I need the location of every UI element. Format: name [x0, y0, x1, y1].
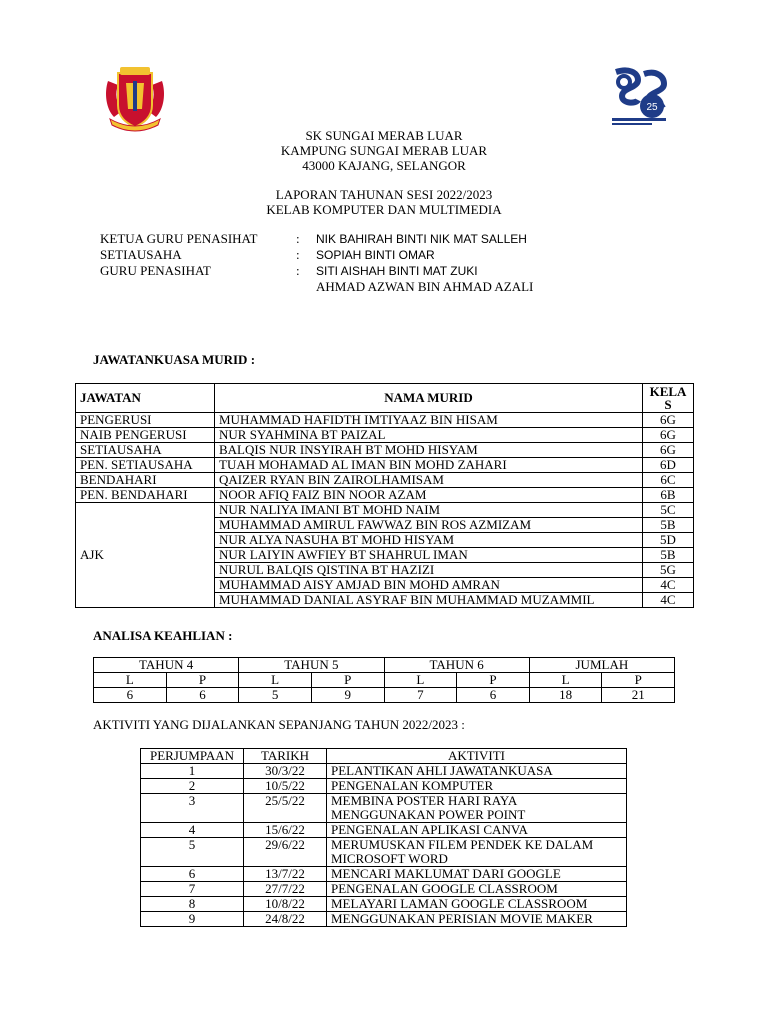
- table-row: [141, 882, 627, 897]
- cell-class: 4C: [643, 578, 694, 593]
- advisor-row: [100, 279, 660, 295]
- cell-activity: PENGENALAN GOOGLE CLASSROOM: [327, 882, 627, 897]
- cell-class: 6C: [643, 473, 694, 488]
- table-row: [76, 473, 694, 488]
- sub-header: L: [94, 673, 167, 688]
- table-row: [141, 867, 627, 882]
- table-row: [141, 838, 627, 867]
- header-name: NAMA MURID: [215, 384, 643, 413]
- cell-date: 24/8/22: [244, 912, 327, 927]
- table-header-row: [141, 749, 627, 764]
- cell-class: 6G: [643, 428, 694, 443]
- cell-class: 6G: [643, 443, 694, 458]
- advisor-name: NIK BAHIRAH BINTI NIK MAT SALLEH: [316, 232, 527, 246]
- count-cell: 6: [166, 688, 239, 703]
- activity-line-1: MERUMUSKAN FILEM PENDEK KE DALAM: [331, 837, 594, 852]
- cell-name: NOOR AFIQ FAIZ BIN NOOR AZAM: [215, 488, 643, 503]
- cell-meeting: 7: [141, 882, 244, 897]
- membership-heading: ANALISA KEAHLIAN :: [93, 628, 233, 643]
- report-title: LAPORAN TAHUNAN SESI 2022/2023: [275, 187, 493, 202]
- school-name: SK SUNGAI MERAB LUAR: [305, 128, 463, 143]
- cell-meeting: 4: [141, 823, 244, 838]
- header-class-line-1: KELA: [649, 384, 687, 399]
- club-name: KELAB KOMPUTER DAN MULTIMEDIA: [266, 202, 502, 217]
- cell-class: 4C: [643, 593, 694, 608]
- activities-table: [140, 748, 627, 927]
- cell-name: BALQIS NUR INSYIRAH BT MOHD HISYAM: [215, 443, 643, 458]
- cell-name: NUR NALIYA IMANI BT MOHD NAIM: [215, 503, 643, 518]
- table-group-row: [94, 658, 675, 673]
- group-year-6: TAHUN 6: [384, 658, 529, 673]
- cell-name: NUR ALYA NASUHA BT MOHD HISYAM: [215, 533, 643, 548]
- table-row: [76, 428, 694, 443]
- cell-role: SETIAUSAHA: [76, 443, 215, 458]
- count-cell: 6: [94, 688, 167, 703]
- group-year-5: TAHUN 5: [239, 658, 384, 673]
- cell-meeting: 8: [141, 897, 244, 912]
- advisor-colon: :: [296, 231, 300, 246]
- activity-line-2: MICROSOFT WORD: [331, 851, 448, 866]
- sub-header: L: [384, 673, 457, 688]
- sub-header: P: [457, 673, 530, 688]
- cell-role: PEN. BENDAHARI: [76, 488, 215, 503]
- cell-activity: PENGENALAN KOMPUTER: [327, 779, 627, 794]
- table-row: [141, 794, 627, 823]
- svg-text:25: 25: [646, 102, 658, 113]
- advisor-name: SITI AISHAH BINTI MAT ZUKI: [316, 264, 478, 278]
- cell-class: 5C: [643, 503, 694, 518]
- advisor-role: [100, 279, 296, 295]
- table-sub-row: [94, 673, 675, 688]
- cell-role: NAIB PENGERUSI: [76, 428, 215, 443]
- advisor-name: SOPIAH BINTI OMAR: [316, 248, 435, 262]
- cell-meeting: 1: [141, 764, 244, 779]
- table-row: [76, 443, 694, 458]
- address-line-2: 43000 KAJANG, SELANGOR: [302, 158, 466, 173]
- cell-name: NURUL BALQIS QISTINA BT HAZIZI: [215, 563, 643, 578]
- cell-activity: [327, 838, 627, 867]
- table-row: [76, 503, 694, 518]
- cell-class: 5D: [643, 533, 694, 548]
- advisor-row: [100, 231, 660, 247]
- table-header-row: [76, 384, 694, 413]
- header-activity: AKTIVITI: [327, 749, 627, 764]
- cell-date: 25/5/22: [244, 794, 327, 823]
- advisor-row: [100, 247, 660, 263]
- cell-date: 15/6/22: [244, 823, 327, 838]
- table-row: [94, 688, 675, 703]
- header-class: [643, 384, 694, 413]
- sub-header: P: [602, 673, 675, 688]
- advisor-role: SETIAUSAHA: [100, 247, 182, 262]
- activities-heading: AKTIVITI YANG DIJALANKAN SEPANJANG TAHUN 2022/2023 :: [93, 717, 465, 732]
- cell-name: MUHAMMAD DANIAL ASYRAF BIN MUHAMMAD MUZAMMIL: [215, 593, 643, 608]
- group-total: JUMLAH: [529, 658, 674, 673]
- count-cell: 6: [457, 688, 530, 703]
- table-row: [76, 413, 694, 428]
- report-header: [0, 187, 768, 217]
- cell-activity: MENCARI MAKLUMAT DARI GOOGLE: [327, 867, 627, 882]
- activity-line-2: MENGGUNAKAN POWER POINT: [331, 807, 526, 822]
- header-role: JAWATAN: [76, 384, 215, 413]
- cell-name: MUHAMMAD HAFIDTH IMTIYAAZ BIN HISAM: [215, 413, 643, 428]
- cell-role: BENDAHARI: [76, 473, 215, 488]
- cell-name: TUAH MOHAMAD AL IMAN BIN MOHD ZAHARI: [215, 458, 643, 473]
- advisor-colon: :: [296, 247, 300, 262]
- sub-header: P: [311, 673, 384, 688]
- cell-meeting: 5: [141, 838, 244, 867]
- cell-class: 6B: [643, 488, 694, 503]
- table-row: [141, 779, 627, 794]
- header-date: TARIKH: [244, 749, 327, 764]
- cell-date: 30/3/22: [244, 764, 327, 779]
- advisor-colon: :: [296, 263, 300, 278]
- cell-date: 27/7/22: [244, 882, 327, 897]
- cell-date: 10/8/22: [244, 897, 327, 912]
- count-cell: 9: [311, 688, 384, 703]
- address-line-1: KAMPUNG SUNGAI MERAB LUAR: [280, 143, 488, 158]
- advisor-role: KETUA GURU PENASIHAT: [100, 231, 258, 246]
- sub-header: P: [166, 673, 239, 688]
- cell-role: PEN. SETIAUSAHA: [76, 458, 215, 473]
- cell-name: NUR LAIYIN AWFIEY BT SHAHRUL IMAN: [215, 548, 643, 563]
- cell-activity: MELAYARI LAMAN GOOGLE CLASSROOM: [327, 897, 627, 912]
- advisors-list: [100, 231, 660, 295]
- cell-name: NUR SYAHMINA BT PAIZAL: [215, 428, 643, 443]
- table-row: [141, 823, 627, 838]
- cell-activity: [327, 794, 627, 823]
- cell-activity: MENGGUNAKAN PERISIAN MOVIE MAKER: [327, 912, 627, 927]
- header-meeting: PERJUMPAAN: [141, 749, 244, 764]
- group-year-4: TAHUN 4: [94, 658, 239, 673]
- count-cell: 18: [529, 688, 602, 703]
- table-row: [76, 488, 694, 503]
- committee-heading: JAWATANKUASA MURID :: [93, 352, 256, 367]
- advisor-role: GURU PENASIHAT: [100, 263, 211, 278]
- cell-name: QAIZER RYAN BIN ZAIROLHAMISAM: [215, 473, 643, 488]
- cell-class: 6G: [643, 413, 694, 428]
- cell-class: 6D: [643, 458, 694, 473]
- count-cell: 5: [239, 688, 312, 703]
- advisor-colon: [296, 279, 316, 295]
- count-cell: 7: [384, 688, 457, 703]
- cell-activity: PELANTIKAN AHLI JAWATANKUASA: [327, 764, 627, 779]
- table-row: [141, 764, 627, 779]
- activity-line-1: MEMBINA POSTER HARI RAYA: [331, 793, 518, 808]
- cell-date: 10/5/22: [244, 779, 327, 794]
- committee-table: [75, 383, 694, 608]
- cell-role: PENGERUSI: [76, 413, 215, 428]
- table-row: [141, 912, 627, 927]
- cell-class: 5B: [643, 518, 694, 533]
- school-header: [0, 128, 768, 173]
- cell-date: 29/6/22: [244, 838, 327, 867]
- cell-ajk-role: AJK: [76, 503, 215, 608]
- school-anniversary-logo: [608, 66, 670, 128]
- cell-meeting: 3: [141, 794, 244, 823]
- cell-meeting: 9: [141, 912, 244, 927]
- cell-meeting: 6: [141, 867, 244, 882]
- table-row: [141, 897, 627, 912]
- membership-table: [93, 657, 675, 703]
- cell-name: MUHAMMAD AISY AMJAD BIN MOHD AMRAN: [215, 578, 643, 593]
- cell-class: 5G: [643, 563, 694, 578]
- cell-meeting: 2: [141, 779, 244, 794]
- advisor-row: [100, 263, 660, 279]
- cell-name: MUHAMMAD AMIRUL FAWWAZ BIN ROS AZMIZAM: [215, 518, 643, 533]
- table-row: [76, 458, 694, 473]
- advisor-name: AHMAD AZWAN BIN AHMAD AZALI: [316, 279, 534, 294]
- count-cell: 21: [602, 688, 675, 703]
- cell-class: 5B: [643, 548, 694, 563]
- school-crest-logo: [100, 63, 170, 133]
- cell-activity: PENGENALAN APLIKASI CANVA: [327, 823, 627, 838]
- sub-header: L: [529, 673, 602, 688]
- header-class-line-2: S: [664, 397, 672, 412]
- sub-header: L: [239, 673, 312, 688]
- cell-date: 13/7/22: [244, 867, 327, 882]
